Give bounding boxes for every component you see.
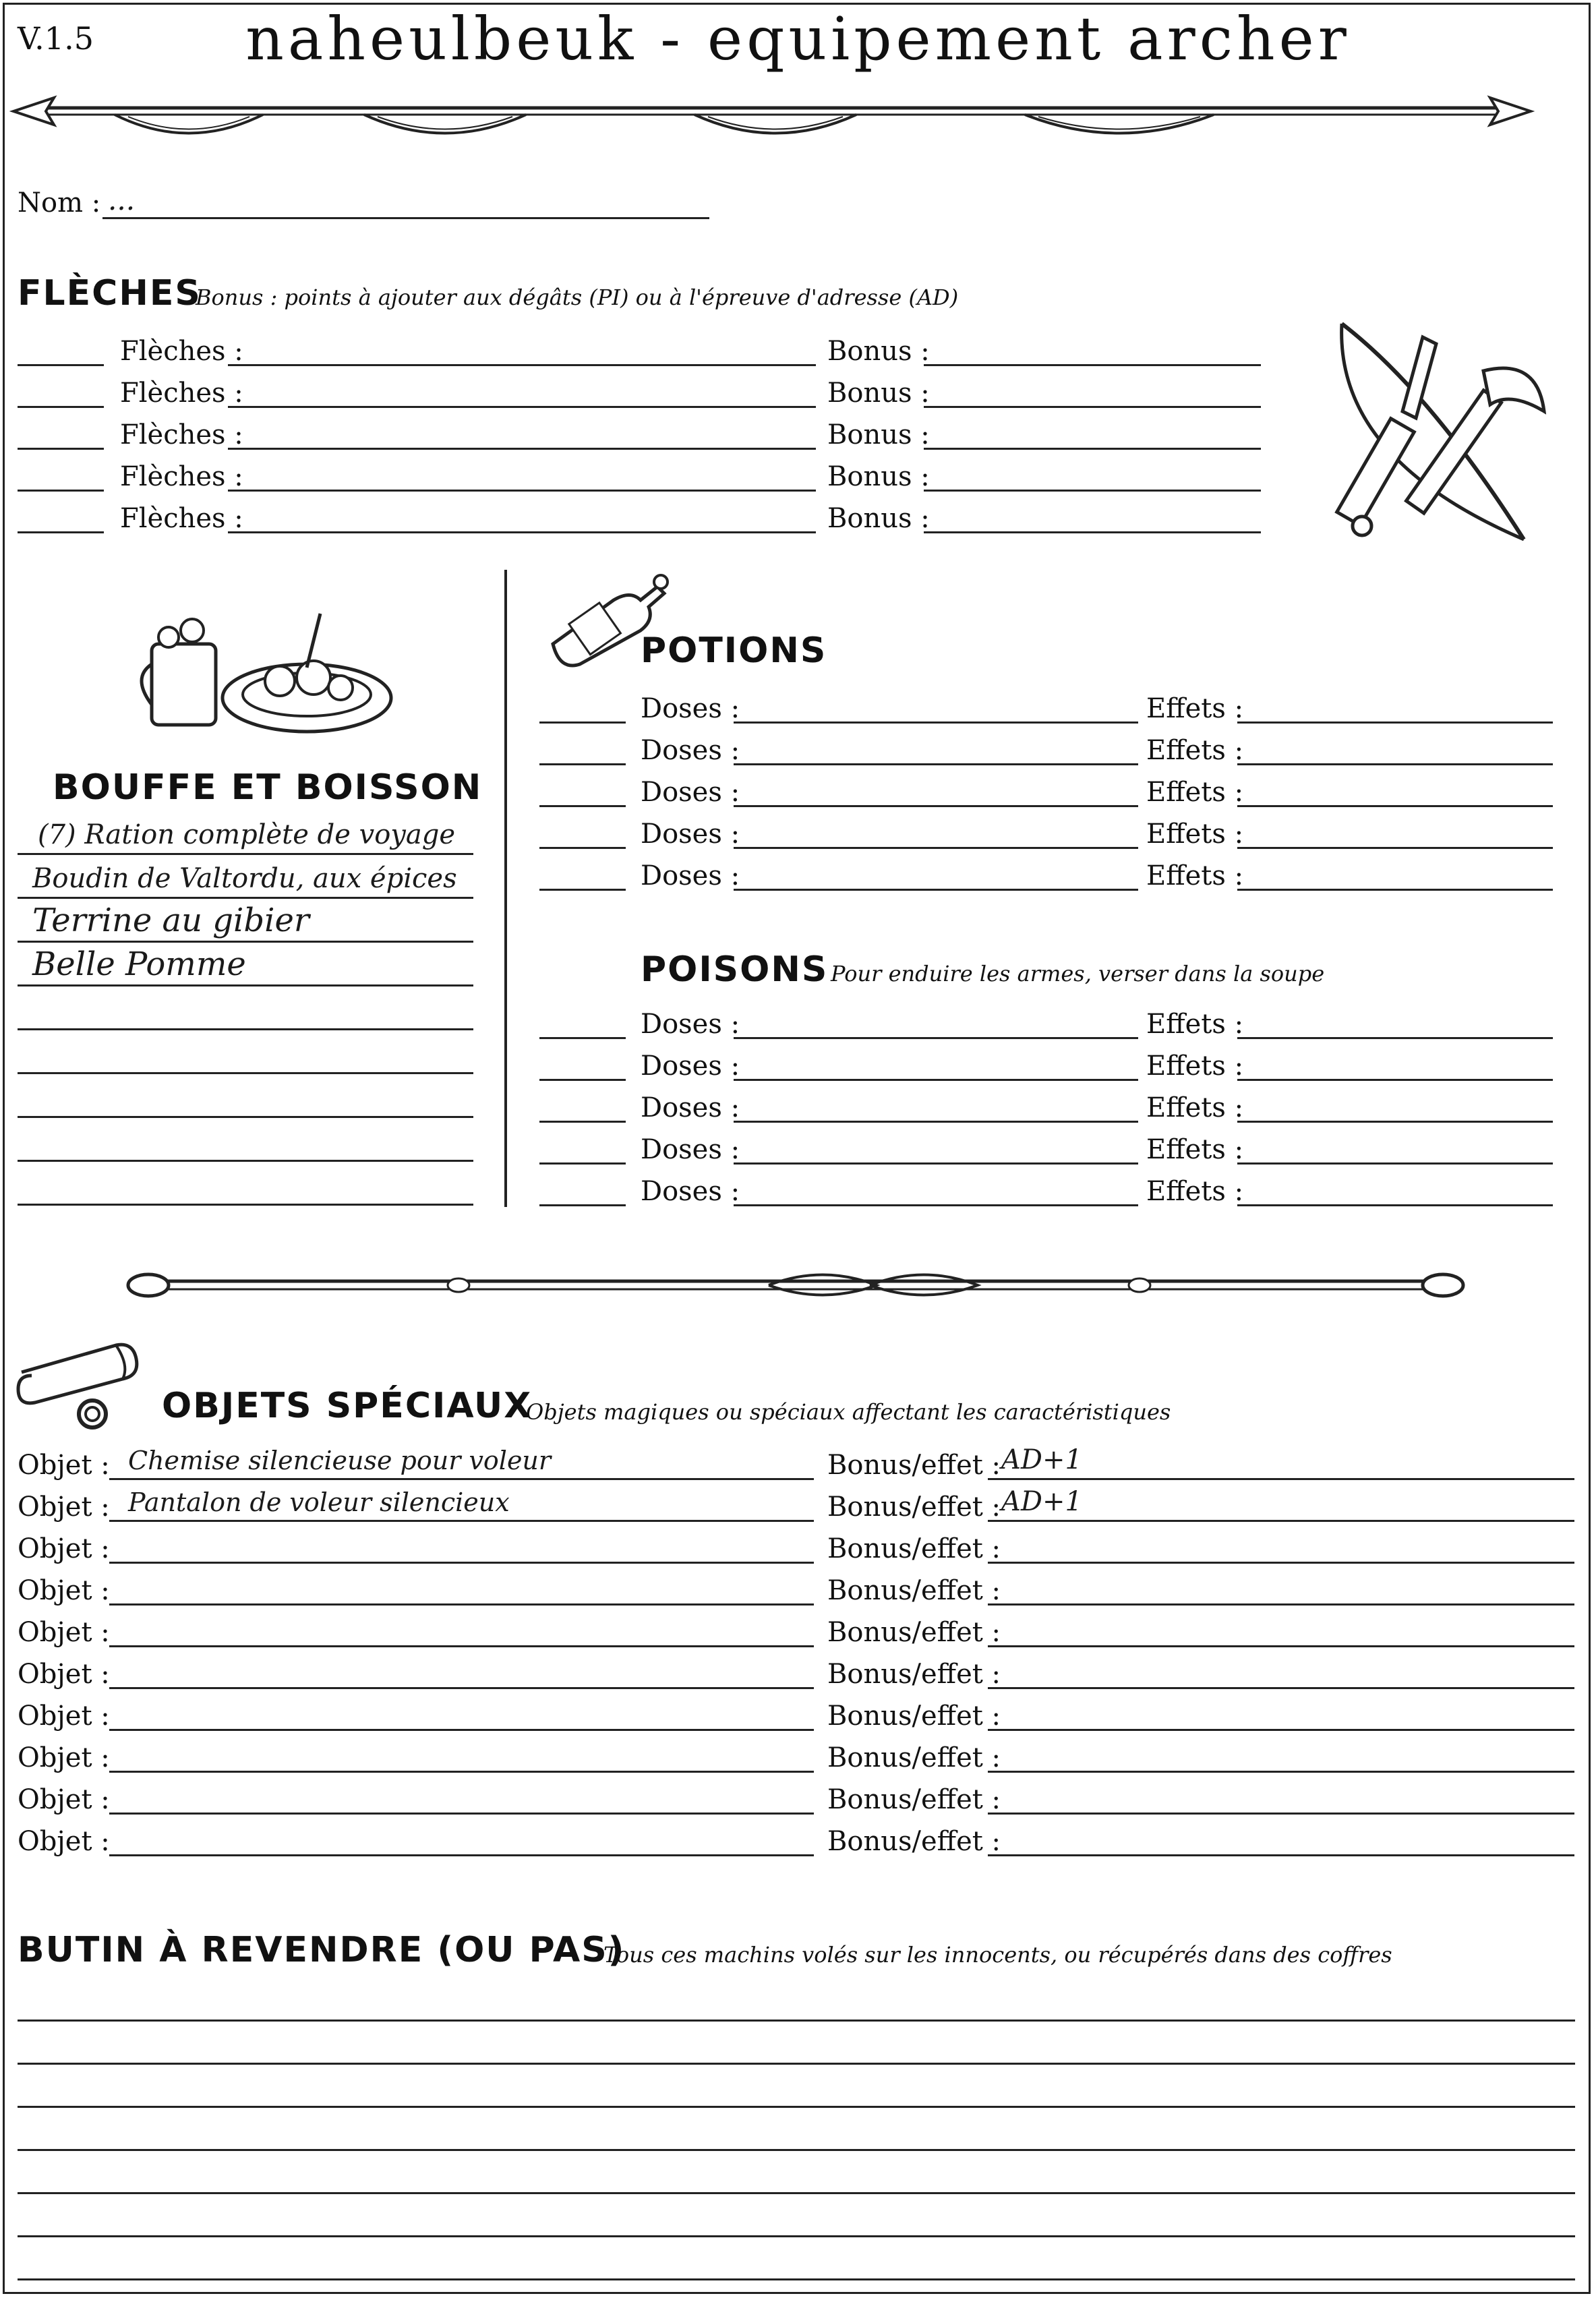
nom-label: Nom : [18, 187, 101, 218]
butin-line[interactable] [18, 2235, 1575, 2237]
potions-doses-label: Doses : [641, 819, 740, 850]
potions-count-field[interactable] [539, 721, 626, 724]
objet-value[interactable]: Chemise silencieuse pour voleur [128, 1446, 552, 1475]
bouffe-item[interactable]: (7) Ration complète de voyage [38, 819, 456, 850]
bouffe-item[interactable]: Belle Pomme [32, 945, 246, 983]
potions-doses-field[interactable] [734, 847, 1138, 849]
objets-title: OBJETS SPÉCIAUX [162, 1386, 533, 1426]
potions-count-field[interactable] [539, 805, 626, 807]
potions-effets-field[interactable] [1237, 763, 1553, 765]
poisons-count-field[interactable] [539, 1079, 626, 1081]
potions-effets-field[interactable] [1237, 805, 1553, 807]
objet-bonus-field[interactable] [988, 1562, 1574, 1564]
objet-bonus-label: Bonus/effet : [827, 1617, 1001, 1648]
objet-bonus-field[interactable] [988, 1520, 1574, 1522]
objet-bonus-field[interactable] [988, 1603, 1574, 1605]
nom-line [102, 217, 709, 219]
objet-label: Objet : [18, 1784, 110, 1815]
objet-bonus-label: Bonus/effet : [827, 1826, 1001, 1857]
potions-doses-field[interactable] [734, 805, 1138, 807]
fleches-count-field[interactable] [18, 490, 104, 492]
objet-field[interactable] [109, 1478, 814, 1480]
fleches-count-field[interactable] [18, 531, 104, 533]
objets-subtitle: Objets magiques ou spéciaux affectant les caractéristiques [526, 1399, 1171, 1425]
fleches-bonus-label: Bonus : [827, 419, 930, 450]
fleches-label: Flèches : [120, 461, 243, 492]
fleches-bonus-field[interactable] [924, 531, 1261, 533]
fleches-bonus-label: Bonus : [827, 503, 930, 534]
poisons-doses-label: Doses : [641, 1051, 740, 1082]
butin-line[interactable] [18, 2192, 1575, 2194]
objet-bonus-label: Bonus/effet : [827, 1701, 1001, 1732]
objet-field[interactable] [109, 1854, 814, 1856]
column-divider [504, 570, 507, 1207]
objet-field[interactable] [109, 1771, 814, 1773]
potions-effets-field[interactable] [1237, 721, 1553, 724]
poisons-doses-label: Doses : [641, 1134, 740, 1165]
bouffe-title: BOUFFE ET BOISSON [53, 767, 483, 808]
fleches-name-field[interactable] [228, 490, 816, 492]
potions-effets-label: Effets : [1146, 693, 1244, 724]
objet-field[interactable] [109, 1520, 814, 1522]
potions-doses-label: Doses : [641, 860, 740, 891]
potions-doses-label: Doses : [641, 735, 740, 766]
fleches-bonus-field[interactable] [924, 490, 1261, 492]
poisons-count-field[interactable] [539, 1121, 626, 1123]
poisons-doses-field[interactable] [734, 1037, 1138, 1039]
poisons-effets-label: Effets : [1146, 1134, 1244, 1165]
objet-label: Objet : [18, 1575, 110, 1606]
potions-count-field[interactable] [539, 763, 626, 765]
fleches-label: Flèches : [120, 378, 243, 409]
objet-field[interactable] [109, 1687, 814, 1689]
objet-label: Objet : [18, 1533, 110, 1564]
poisons-doses-label: Doses : [641, 1092, 740, 1123]
poisons-effets-label: Effets : [1146, 1051, 1244, 1082]
poisons-doses-label: Doses : [641, 1009, 740, 1040]
objet-bonus-field[interactable] [988, 1771, 1574, 1773]
poisons-count-field[interactable] [539, 1037, 626, 1039]
poisons-subtitle: Pour enduire les armes, verser dans la soupe [831, 961, 1325, 986]
objet-bonus-field[interactable] [988, 1645, 1574, 1647]
poisons-count-field[interactable] [539, 1204, 626, 1206]
potions-doses-field[interactable] [734, 721, 1138, 724]
potions-doses-label: Doses : [641, 777, 740, 808]
poisons-doses-label: Doses : [641, 1176, 740, 1207]
fleches-count-field[interactable] [18, 448, 104, 450]
poisons-effets-field[interactable] [1237, 1079, 1553, 1081]
fleches-name-field[interactable] [228, 406, 816, 408]
potions-effets-field[interactable] [1237, 847, 1553, 849]
butin-line[interactable] [18, 2278, 1575, 2280]
objet-bonus-value[interactable]: AD+1 [1001, 1486, 1082, 1517]
poisons-effets-label: Effets : [1146, 1092, 1244, 1123]
potions-effets-label: Effets : [1146, 777, 1244, 808]
staff-divider-icon [128, 1261, 1463, 1308]
bouffe-line[interactable] [18, 897, 473, 899]
objet-label: Objet : [18, 1659, 110, 1690]
poisons-doses-field[interactable] [734, 1162, 1138, 1165]
butin-line[interactable] [18, 2020, 1575, 2022]
potions-effets-field[interactable] [1237, 889, 1553, 891]
poisons-effets-field[interactable] [1237, 1037, 1553, 1039]
objet-bonus-label: Bonus/effet : [827, 1575, 1001, 1606]
potions-effets-label: Effets : [1146, 860, 1244, 891]
objet-label: Objet : [18, 1617, 110, 1648]
poisons-effets-label: Effets : [1146, 1009, 1244, 1040]
objet-bonus-field[interactable] [988, 1813, 1574, 1815]
objet-label: Objet : [18, 1701, 110, 1732]
poisons-doses-field[interactable] [734, 1204, 1138, 1206]
fleches-bonus-label: Bonus : [827, 336, 930, 367]
fleches-label: Flèches : [120, 336, 243, 367]
objet-field[interactable] [109, 1645, 814, 1647]
butin-line[interactable] [18, 2106, 1575, 2108]
fleches-name-field[interactable] [228, 531, 816, 533]
objet-field[interactable] [109, 1813, 814, 1815]
objet-bonus-label: Bonus/effet : [827, 1742, 1001, 1773]
bouffe-item[interactable]: Terrine au gibier [32, 902, 309, 939]
objet-bonus-value[interactable]: AD+1 [1001, 1444, 1082, 1475]
butin-line[interactable] [18, 2063, 1575, 2065]
objet-label: Objet : [18, 1492, 110, 1523]
bouffe-line[interactable] [18, 1072, 473, 1074]
fleches-name-field[interactable] [228, 364, 816, 366]
fleches-name-field[interactable] [228, 448, 816, 450]
fleches-bonus-field[interactable] [924, 448, 1261, 450]
bouffe-item[interactable]: Boudin de Valtordu, aux épices [32, 863, 457, 894]
butin-title: BUTIN À REVENDRE (OU PAS) [18, 1930, 626, 1970]
objet-bonus-field[interactable] [988, 1854, 1574, 1856]
objet-bonus-field[interactable] [988, 1687, 1574, 1689]
fleches-bonus-field[interactable] [924, 406, 1261, 408]
poisons-title: POISONS [641, 949, 829, 990]
poisons-doses-field[interactable] [734, 1079, 1138, 1081]
bouffe-line[interactable] [18, 1160, 473, 1162]
food-platter-icon [138, 603, 394, 738]
fleches-bonus-label: Bonus : [827, 378, 930, 409]
potions-effets-label: Effets : [1146, 735, 1244, 766]
bouffe-line[interactable] [18, 941, 473, 943]
objet-bonus-field[interactable] [988, 1478, 1574, 1480]
version-label: V.1.5 [18, 20, 94, 57]
poisons-effets-field[interactable] [1237, 1121, 1553, 1123]
potions-count-field[interactable] [539, 889, 626, 891]
bouffe-line[interactable] [18, 984, 473, 986]
potions-count-field[interactable] [539, 847, 626, 849]
bouffe-line[interactable] [18, 1028, 473, 1030]
fleches-label: Flèches : [120, 419, 243, 450]
bouffe-line[interactable] [18, 1204, 473, 1206]
potions-doses-field[interactable] [734, 889, 1138, 891]
poisons-effets-label: Effets : [1146, 1176, 1244, 1207]
poisons-effets-field[interactable] [1237, 1162, 1553, 1165]
objet-label: Objet : [18, 1826, 110, 1857]
objet-value[interactable]: Pantalon de voleur silencieux [128, 1487, 510, 1517]
objet-field[interactable] [109, 1603, 814, 1605]
objet-bonus-label: Bonus/effet : [827, 1784, 1001, 1815]
objet-bonus-label: Bonus/effet : [827, 1492, 1001, 1523]
fleches-title: FLÈCHES [18, 273, 202, 314]
objet-label: Objet : [18, 1742, 110, 1773]
scroll-ring-icon [15, 1338, 156, 1433]
butin-line[interactable] [18, 2149, 1575, 2151]
potions-doses-field[interactable] [734, 763, 1138, 765]
page-title: naheulbeuk - equipement archer [245, 4, 1351, 73]
bouffe-line[interactable] [18, 853, 473, 855]
fleches-count-field[interactable] [18, 406, 104, 408]
objet-field[interactable] [109, 1562, 814, 1564]
objet-bonus-label: Bonus/effet : [827, 1659, 1001, 1690]
fleches-label: Flèches : [120, 503, 243, 534]
butin-subtitle: Tous ces machins volés sur les innocents, ou récupérés dans des coffres [603, 1942, 1392, 1968]
objet-label: Objet : [18, 1450, 110, 1481]
nom-value[interactable]: ... [108, 183, 136, 216]
objet-field[interactable] [109, 1729, 814, 1731]
fleches-subtitle: Bonus : points à ajouter aux dégâts (PI) ou à l'épreuve d'adresse (AD) [196, 285, 959, 310]
fleches-count-field[interactable] [18, 364, 104, 366]
potions-doses-label: Doses : [641, 693, 740, 724]
potions-title: POTIONS [641, 630, 827, 671]
crossed-weapons-icon [1322, 310, 1564, 553]
potions-effets-label: Effets : [1146, 819, 1244, 850]
fleches-bonus-label: Bonus : [827, 461, 930, 492]
arrow-divider-icon [13, 84, 1531, 148]
fleches-bonus-field[interactable] [924, 364, 1261, 366]
objet-bonus-field[interactable] [988, 1729, 1574, 1731]
poisons-count-field[interactable] [539, 1162, 626, 1165]
poisons-doses-field[interactable] [734, 1121, 1138, 1123]
bouffe-line[interactable] [18, 1116, 473, 1118]
objet-bonus-label: Bonus/effet : [827, 1533, 1001, 1564]
poisons-effets-field[interactable] [1237, 1204, 1553, 1206]
objet-bonus-label: Bonus/effet : [827, 1450, 1001, 1481]
